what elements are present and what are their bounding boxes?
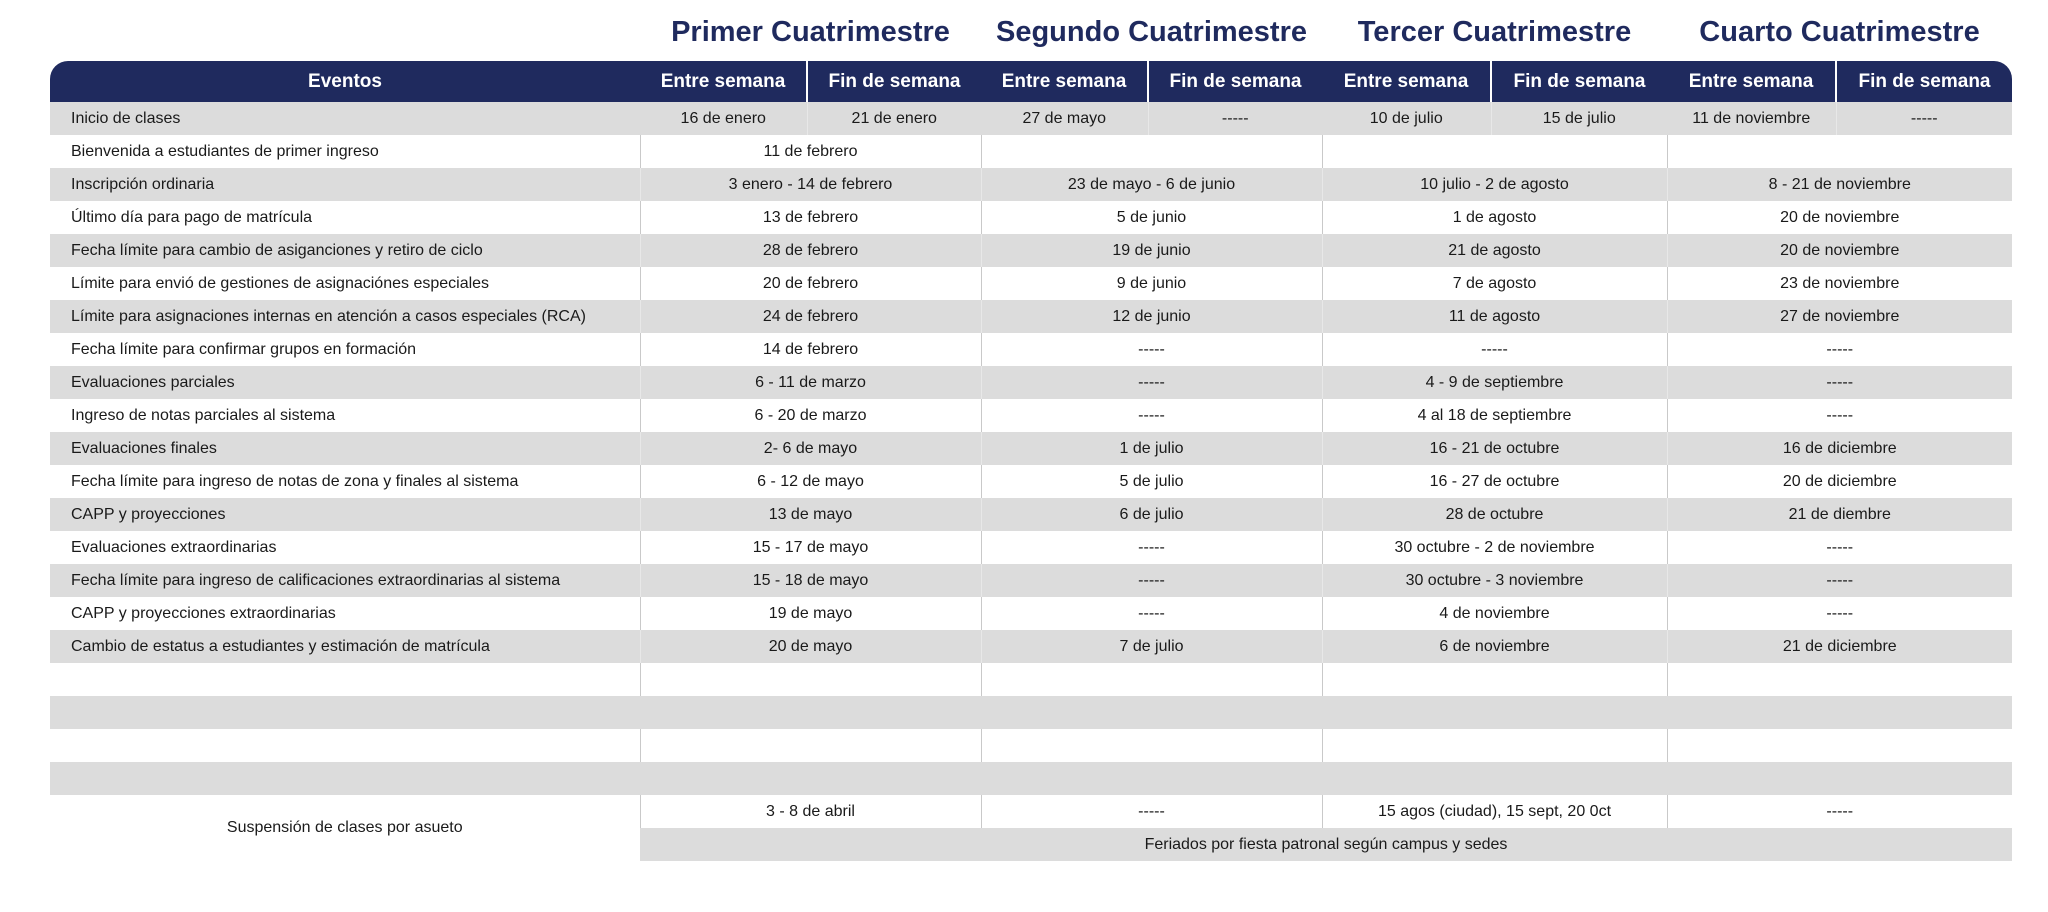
date-cell: ----- — [981, 597, 1322, 630]
table-row — [50, 432, 2012, 465]
empty-row — [50, 762, 2012, 795]
date-cell: 16 - 21 de octubre — [1322, 432, 1667, 465]
header-eventos: Eventos — [50, 61, 640, 102]
date-cell: 11 de agosto — [1322, 300, 1667, 333]
date-cell: ----- — [1667, 399, 2012, 432]
event-label: Ingreso de notas parciales al sistema — [50, 399, 640, 432]
table-row — [50, 465, 2012, 498]
date-cell: 10 de julio — [1322, 102, 1491, 135]
table-row — [50, 234, 2012, 267]
table-row — [50, 333, 2012, 366]
date-cell: 6 de noviembre — [1322, 630, 1667, 663]
date-cell: ----- — [1667, 564, 2012, 597]
event-label: Último día para pago de matrícula — [50, 201, 640, 234]
header-sub: Entre semana — [640, 61, 807, 102]
date-cell: 28 de febrero — [640, 234, 981, 267]
date-cell: 15 - 18 de mayo — [640, 564, 981, 597]
date-cell: 15 de julio — [1491, 102, 1667, 135]
suspension-row — [50, 795, 2012, 828]
date-cell: 13 de mayo — [640, 498, 981, 531]
date-cell: ----- — [1667, 531, 2012, 564]
header-row — [50, 61, 2012, 102]
empty-row — [50, 663, 2012, 696]
suspension-label: Suspensión de clases por asueto — [50, 795, 640, 861]
date-cell: ----- — [981, 531, 1322, 564]
date-cell: 13 de febrero — [640, 201, 981, 234]
header-sub: Fin de semana — [1836, 61, 2012, 102]
date-cell: ----- — [1667, 366, 2012, 399]
event-label: CAPP y proyecciones — [50, 498, 640, 531]
date-cell: 23 de mayo - 6 de junio — [981, 168, 1322, 201]
date-cell: 11 de febrero — [640, 135, 981, 168]
event-label: Bienvenida a estudiantes de primer ingreso — [50, 135, 640, 168]
date-cell: 15 - 17 de mayo — [640, 531, 981, 564]
date-cell: 6 - 12 de mayo — [640, 465, 981, 498]
date-cell: 6 de julio — [981, 498, 1322, 531]
date-cell: ----- — [1667, 597, 2012, 630]
empty-row — [50, 696, 2012, 729]
term-titles — [640, 10, 2012, 54]
event-label: Fecha límite para cambio de asigancionеs y retiro de ciclo — [50, 234, 640, 267]
date-cell: 4 de noviembre — [1322, 597, 1667, 630]
date-cell: 19 de junio — [981, 234, 1322, 267]
date-cell: 19 de mayo — [640, 597, 981, 630]
date-cell: ----- — [981, 366, 1322, 399]
event-label: Inicio de clases — [50, 102, 640, 135]
date-cell: 30 octubre - 3 noviembre — [1322, 564, 1667, 597]
date-cell: 20 de noviembre — [1667, 201, 2012, 234]
table-row — [50, 564, 2012, 597]
date-cell: 6 - 20 de marzo — [640, 399, 981, 432]
date-cell: 28 de octubre — [1322, 498, 1667, 531]
term-title-1: Primer Cuatrimestre — [671, 16, 950, 48]
date-cell: 12 de junio — [981, 300, 1322, 333]
header-sub: Entre semana — [981, 61, 1148, 102]
event-label: Evaluaciones extraordinarias — [50, 531, 640, 564]
table-row — [50, 201, 2012, 234]
feriados-note: Feriados por fiesta patronal según campus y sedes — [640, 828, 2012, 861]
table-row — [50, 399, 2012, 432]
date-cell: 21 de diciembre — [1667, 630, 2012, 663]
event-label: Inscripción ordinaria — [50, 168, 640, 201]
event-label: Fecha límite para confirmar grupos en formación — [50, 333, 640, 366]
table-row — [50, 531, 2012, 564]
term-title-4: Cuarto Cuatrimestre — [1699, 16, 1980, 48]
term-title-2: Segundo Cuatrimestre — [996, 16, 1307, 48]
date-cell — [981, 135, 1322, 168]
date-cell: 7 de agosto — [1322, 267, 1667, 300]
date-cell: ----- — [981, 564, 1322, 597]
date-cell: 20 de febrero — [640, 267, 981, 300]
empty-row — [50, 729, 2012, 762]
date-cell: 23 de noviembre — [1667, 267, 2012, 300]
table-row — [50, 498, 2012, 531]
date-cell: 20 de mayo — [640, 630, 981, 663]
event-label: Evaluaciones finales — [50, 432, 640, 465]
date-cell: 16 - 27 de octubre — [1322, 465, 1667, 498]
event-label: Límite para envió de gestiones de asignaciónes especiales — [50, 267, 640, 300]
date-cell: 16 de diciembre — [1667, 432, 2012, 465]
date-cell: 21 de agosto — [1322, 234, 1667, 267]
table-row — [50, 135, 2012, 168]
event-label: Cambio de estatus a estudiantes y estimación de matrícula — [50, 630, 640, 663]
term-title-3: Tercer Cuatrimestre — [1357, 16, 1632, 48]
table-row — [50, 267, 2012, 300]
date-cell: 30 octubre - 2 de noviembre — [1322, 531, 1667, 564]
date-cell: 11 de noviembre — [1667, 102, 1836, 135]
event-label: Fecha límite para ingreso de calificaciones extraordinarias al sistema — [50, 564, 640, 597]
header-sub: Fin de semana — [1491, 61, 1667, 102]
date-cell: ----- — [981, 399, 1322, 432]
date-cell: ----- — [1836, 102, 2012, 135]
header-sub: Fin de semana — [807, 61, 981, 102]
date-cell: 1 de agosto — [1322, 201, 1667, 234]
date-cell: 3 enero - 14 de febrero — [640, 168, 981, 201]
table-row — [50, 102, 2012, 135]
date-cell: 21 de enero — [807, 102, 981, 135]
event-label: Límite para asignaciones internas en atención a casos especiales (RCA) — [50, 300, 640, 333]
table-row — [50, 300, 2012, 333]
table-row — [50, 366, 2012, 399]
date-cell: ----- — [1148, 102, 1322, 135]
date-cell: 20 de noviembre — [1667, 234, 2012, 267]
date-cell: 16 de enero — [640, 102, 807, 135]
date-cell: 14 de febrero — [640, 333, 981, 366]
date-cell: 4 al 18 de septiembre — [1322, 399, 1667, 432]
header-sub: Entre semana — [1322, 61, 1491, 102]
date-cell: 3 - 8 de abril — [640, 795, 981, 828]
event-label: Evaluaciones parciales — [50, 366, 640, 399]
date-cell: 27 de noviembre — [1667, 300, 2012, 333]
event-label: CAPP y proyecciones extraordinarias — [50, 597, 640, 630]
table-row — [50, 597, 2012, 630]
header-sub: Entre semana — [1667, 61, 1836, 102]
table-row — [50, 630, 2012, 663]
date-cell: 4 - 9 de septiembre — [1322, 366, 1667, 399]
date-cell — [1667, 135, 2012, 168]
table-row — [50, 168, 2012, 201]
date-cell: 5 de julio — [981, 465, 1322, 498]
academic-calendar-table — [50, 61, 2012, 861]
date-cell: 15 agos (ciudad), 15 sept, 20 0ct — [1322, 795, 1667, 828]
date-cell: 10 julio - 2 de agosto — [1322, 168, 1667, 201]
event-label: Fecha límite para ingreso de notas de zona y finales al sistema — [50, 465, 640, 498]
date-cell: 6 - 11 de marzo — [640, 366, 981, 399]
date-cell — [1322, 135, 1667, 168]
date-cell: ----- — [981, 795, 1322, 828]
date-cell: ----- — [1667, 795, 2012, 828]
date-cell: ----- — [1322, 333, 1667, 366]
date-cell: 5 de junio — [981, 201, 1322, 234]
date-cell: ----- — [981, 333, 1322, 366]
date-cell: 1 de julio — [981, 432, 1322, 465]
header-sub: Fin de semana — [1148, 61, 1322, 102]
date-cell: 9 de junio — [981, 267, 1322, 300]
date-cell: 24 de febrero — [640, 300, 981, 333]
date-cell: ----- — [1667, 333, 2012, 366]
date-cell: 20 de diciembre — [1667, 465, 2012, 498]
date-cell: 2- 6 de mayo — [640, 432, 981, 465]
date-cell: 21 de diembre — [1667, 498, 2012, 531]
date-cell: 8 - 21 de noviembre — [1667, 168, 2012, 201]
date-cell: 27 de mayo — [981, 102, 1148, 135]
date-cell: 7 de julio — [981, 630, 1322, 663]
